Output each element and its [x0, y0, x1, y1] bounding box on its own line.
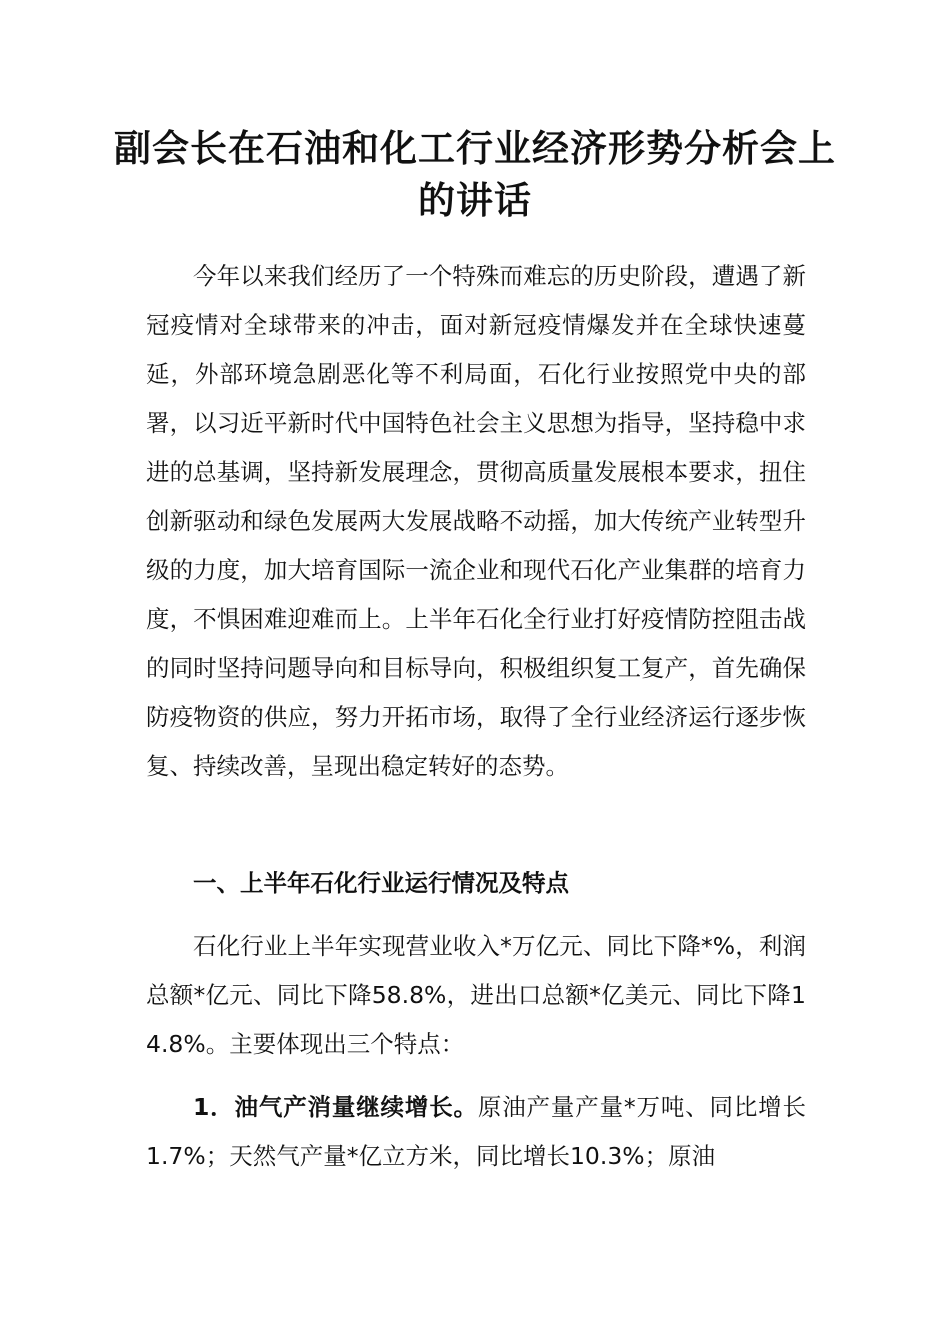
section-heading-1: 一、上半年石化行业运行情况及特点 [193, 869, 569, 897]
document-title: 副会长在石油和化工行业经济形势分析会上的讲话 [114, 126, 836, 222]
paragraph-lead-text: 1．油气产消量继续增长。 [193, 1093, 478, 1121]
paragraph-body-text: 原油产量产量*万吨、同比增长1.7%；天然气产量*亿立方米，同比增长10.3%；原油 [146, 1093, 807, 1170]
paragraph-overview: 石化行业上半年实现营业收入*万亿元、同比下降*%，利润总额*亿元、同比下降58.8%，进出口总额*亿美元、同比下降14.8%。主要体现出三个特点： [146, 932, 806, 1058]
paragraph-intro: 今年以来我们经历了一个特殊而难忘的历史阶段，遭遇了新冠疫情对全球带来的冲击，面对新冠疫情爆发并在全球快速蔓延，外部环境急剧恶化等不利局面，石化行业按照党中央的部署，以习近平新时代中国特色社会主义思想为指导，坚持稳中求进的总基调，坚持新发展理念，贯彻高质量发展根本要求，扭住创新驱动和绿色发展两大发展战略不动摇，加大传统产业转型升级的力度，加大培育国际一流企业和现代石化产业集群的培育力度，不惧困难迎难而上。上半年石化全行业打好疫情防控阻击战的同时坚持问题导向和目标导向，积极组织复工复产，首先确保防疫物资的供应，努力开拓市场，取得了全行业经济运行逐步恢复、持续改善，呈现出稳定转好的态势。 [146, 262, 806, 780]
paragraph-oil-gas [146, 1083, 806, 1181]
